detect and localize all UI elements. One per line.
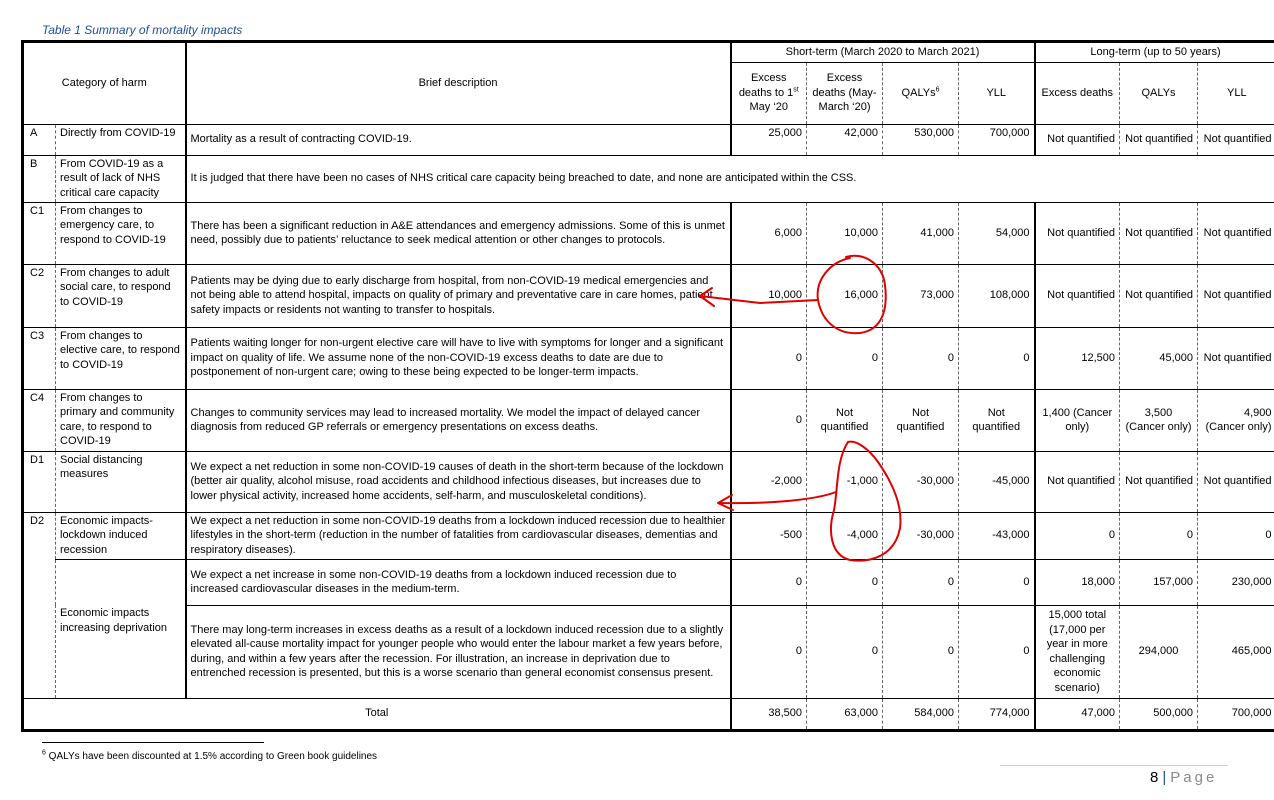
page-footer-rule (1000, 765, 1228, 766)
table-row (23, 512, 1274, 559)
footnote: $^6$ QALYs have been discounted at 1.5% according to Green book guidelines (42, 749, 378, 762)
row-code: C1 (23, 202, 56, 264)
row-category: From changes to primary and community care, to respond to COVID-19 (56, 389, 186, 451)
cell-excess-long: 1,400 (Cancer only) (1035, 389, 1120, 451)
cell-qalys-short: 0 (883, 605, 959, 698)
cell-excess-long: Not quantified (1035, 202, 1120, 264)
row-code (23, 559, 56, 605)
row-description: We expect a net reduction in some non-COVID-19 deaths from a lockdown induced recession due to healthier lifestyles in the short-term (reduction in the number of fatalities from cardiovascular diseases, dementias and respiratory diseases). (186, 512, 731, 559)
cell-yll-short: 700,000 (959, 124, 1035, 155)
table-row (23, 559, 1274, 605)
row-category: Economic impacts- lockdown induced recession (56, 512, 186, 559)
cell-excess-to-may: 0 (731, 389, 807, 451)
header-yll-long: YLL (1198, 62, 1274, 124)
row-code: D1 (23, 451, 56, 512)
cell-excess-may-march: 16,000 (807, 264, 883, 327)
row-code: C3 (23, 327, 56, 389)
cell-qalys-long: Not quantified (1120, 451, 1198, 512)
cell-excess-long: 12,500 (1035, 327, 1120, 389)
cell-excess-may-march: 0 (807, 559, 883, 605)
row-category (56, 559, 186, 605)
row-category: From changes to emergency care, to respond to COVID-19 (56, 202, 186, 264)
cell-excess-long: Not quantified (1035, 451, 1120, 512)
cell-yll-long: 0 (1198, 512, 1274, 559)
cell-excess-may-march: Not quantified (807, 389, 883, 451)
row-category: From changes to elective care, to respond to COVID-19 (56, 327, 186, 389)
cell-excess-to-may: 0 (731, 559, 807, 605)
cell-qalys-long: 45,000 (1120, 327, 1198, 389)
table-row-total (23, 698, 1274, 730)
cell-yll-long: Not quantified (1198, 264, 1274, 327)
table-row (23, 202, 1274, 264)
row-description: We expect a net increase in some non-COVID-19 deaths from a lockdown induced recession due to increased cardiovascular diseases in the medium-term. (186, 559, 731, 605)
row-code: B (23, 155, 56, 202)
cell-yll-short: 0 (959, 327, 1035, 389)
cell-yll-short: -45,000 (959, 451, 1035, 512)
table-row (23, 605, 1274, 698)
cell-excess-to-may: 25,000 (731, 124, 807, 155)
cell-excess-long: 15,000 total (17,000 per year in more challenging economic scenario) (1035, 605, 1120, 698)
cell-excess-may-march: -1,000 (807, 451, 883, 512)
cell-excess-to-may: 0 (731, 327, 807, 389)
footnote-rule (42, 742, 264, 743)
cell-excess-long: 18,000 (1035, 559, 1120, 605)
row-category: From COVID-19 as a result of lack of NHS critical care capacity (56, 155, 186, 202)
cell-excess-long: Not quantified (1035, 124, 1120, 155)
cell-excess-to-may: 0 (731, 605, 807, 698)
cell-yll-short: 0 (959, 559, 1035, 605)
row-code: C4 (23, 389, 56, 451)
row-category: From changes to adult social care, to respond to COVID-19 (56, 264, 186, 327)
header-qalys-long: QALYs (1120, 62, 1198, 124)
cell-yll-long: Not quantified (1198, 451, 1274, 512)
cell-excess-to-may: -2,000 (731, 451, 807, 512)
row-description: Mortality as a result of contracting COVID-19. (186, 124, 731, 155)
cell-yll-short: Not quantified (959, 389, 1035, 451)
cell-total-yll-long: 700,000 (1198, 698, 1274, 730)
cell-total-excess-long: 47,000 (1035, 698, 1120, 730)
row-code: A (23, 124, 56, 155)
row-description: It is judged that there have been no cases of NHS critical care capacity being breached to date, and none are anticipated within the CSS. (186, 155, 1274, 202)
cell-yll-short: 54,000 (959, 202, 1035, 264)
cell-yll-long: Not quantified (1198, 124, 1274, 155)
cell-qalys-short: 0 (883, 327, 959, 389)
cell-qalys-long: Not quantified (1120, 264, 1198, 327)
cell-excess-may-march: -4,000 (807, 512, 883, 559)
header-excess-may-march: Excess deaths (May-March ‘20) (807, 62, 883, 124)
cell-yll-long: 465,000 (1198, 605, 1274, 698)
cell-excess-to-may: 6,000 (731, 202, 807, 264)
cell-qalys-long: 294,000 (1120, 605, 1198, 698)
row-code: D2 (23, 512, 56, 559)
cell-qalys-short: -30,000 (883, 512, 959, 559)
cell-yll-short: -43,000 (959, 512, 1035, 559)
header-long-term-group: Long-term (up to 50 years) (1035, 42, 1274, 63)
row-code (23, 605, 56, 698)
row-description: We expect a net reduction in some non-COVID-19 causes of death in the short-term because of the lockdown (better air quality, alcohol misuse, road accidents and childhood infectious diseases, but increases due to lower physical activity, increased home accidents, self-harm, and musculoskeletal conditions). (186, 451, 731, 512)
cell-qalys-long: Not quantified (1120, 124, 1198, 155)
page-number: 8 | Page (1150, 769, 1218, 786)
table-row (23, 155, 1274, 202)
table-row (23, 327, 1274, 389)
table-caption: Table 1 Summary of mortality impacts (42, 23, 243, 37)
cell-total-qalys-short: 584,000 (883, 698, 959, 730)
header-excess-to-may: Excess deaths to 1st May ‘20 (731, 62, 807, 124)
cell-total-yll-short: 774,000 (959, 698, 1035, 730)
header-qalys-short: QALYs$^6$ (883, 62, 959, 124)
table-row (23, 264, 1274, 327)
cell-yll-short: 0 (959, 605, 1035, 698)
row-description: There has been a significant reduction in A&E attendances and emergency admissions. Some of this is unmet need, possibly due to patients’ reluctance to seek medical attention or other changes to protocols. (186, 202, 731, 264)
row-code: C2 (23, 264, 56, 327)
row-description: Changes to community services may lead to increased mortality. We model the impact of delayed cancer diagnosis from reduced GP referrals or emergency presentations on excess deaths. (186, 389, 731, 451)
table-row (23, 389, 1274, 451)
cell-qalys-short: 73,000 (883, 264, 959, 327)
cell-excess-to-may: -500 (731, 512, 807, 559)
cell-qalys-long: 157,000 (1120, 559, 1198, 605)
cell-qalys-long: Not quantified (1120, 202, 1198, 264)
cell-yll-long: 4,900 (Cancer only) (1198, 389, 1274, 451)
header-description: Brief description (186, 42, 731, 125)
row-description: Patients may be dying due to early discharge from hospital, from non-COVID-19 medical emergencies and not being able to attend hospital, impacts on quality of primary and preventative care in care homes, patient safety impacts or residents not wanting to transfer to hospitals. (186, 264, 731, 327)
cell-total-excess-may-march: 63,000 (807, 698, 883, 730)
row-category: Directly from COVID-19 (56, 124, 186, 155)
cell-excess-to-may: 10,000 (731, 264, 807, 327)
cell-total-qalys-long: 500,000 (1120, 698, 1198, 730)
row-category: Economic impacts increasing deprivation (56, 605, 186, 698)
cell-qalys-short: 530,000 (883, 124, 959, 155)
cell-yll-long: 230,000 (1198, 559, 1274, 605)
cell-yll-short: 108,000 (959, 264, 1035, 327)
cell-qalys-short: -30,000 (883, 451, 959, 512)
header-excess-long: Excess deaths (1035, 62, 1120, 124)
header-category: Category of harm (23, 42, 186, 125)
table-row (23, 124, 1274, 155)
cell-excess-long: Not quantified (1035, 264, 1120, 327)
cell-qalys-long: 0 (1120, 512, 1198, 559)
header-yll-short: YLL (959, 62, 1035, 124)
cell-yll-long: Not quantified (1198, 202, 1274, 264)
header-short-term-group: Short-term (March 2020 to March 2021) (731, 42, 1035, 63)
cell-qalys-short: 0 (883, 559, 959, 605)
row-description: Patients waiting longer for non-urgent elective care will have to live with symptoms for longer and a significant impact on quality of life. We assume none of the non-COVID-19 excess deaths to date are due to postponement of non-urgent care; owing to these being expected to be longer-term impacts. (186, 327, 731, 389)
cell-qalys-short: 41,000 (883, 202, 959, 264)
table-row (23, 451, 1274, 512)
cell-total-excess-to-may: 38,500 (731, 698, 807, 730)
row-category: Social distancing measures (56, 451, 186, 512)
cell-qalys-long: 3,500 (Cancer only) (1120, 389, 1198, 451)
cell-yll-long: Not quantified (1198, 327, 1274, 389)
cell-excess-may-march: 0 (807, 327, 883, 389)
cell-excess-may-march: 0 (807, 605, 883, 698)
row-description: There may long-term increases in excess deaths as a result of a lockdown induced recession due to a slightly elevated all-cause mortality impact for younger people who would enter the labour market a few years before, during, and within a few years after the recession. For illustration, an increase in deprivation due to entrenched recession is presented, but this is a worse scenario than general economist consensus present. (186, 605, 731, 698)
total-label: Total (23, 698, 731, 730)
cell-excess-may-march: 10,000 (807, 202, 883, 264)
cell-excess-may-march: 42,000 (807, 124, 883, 155)
cell-qalys-short: Not quantified (883, 389, 959, 451)
cell-excess-long: 0 (1035, 512, 1120, 559)
mortality-table (21, 40, 1274, 732)
